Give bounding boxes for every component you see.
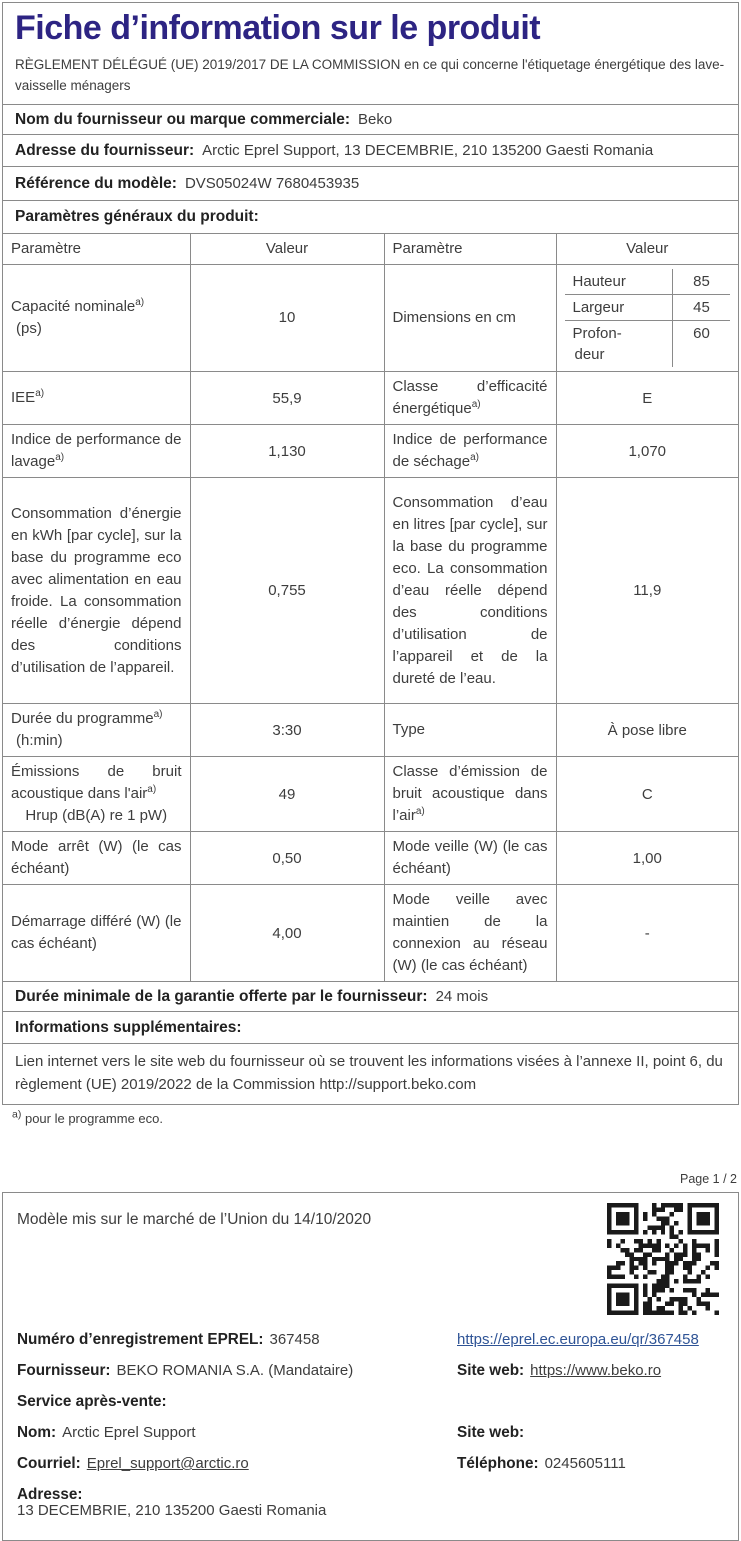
dimensions-subtable bbox=[565, 269, 731, 368]
iee-value: 55,9 bbox=[190, 372, 384, 425]
eprel-number-row bbox=[17, 1331, 724, 1349]
washing-index-param: Indice de performance de lavage$^{a)}$ bbox=[3, 425, 190, 478]
noise-class-value: C bbox=[556, 757, 738, 832]
table-row-performance-indices bbox=[3, 425, 738, 478]
supplier-website-link[interactable]: https://www.beko.ro bbox=[530, 1362, 662, 1379]
drying-index-value: 1,070 bbox=[556, 425, 738, 478]
supplier-address-label: Adresse du fournisseur: bbox=[15, 141, 195, 159]
market-date-and-qr-row bbox=[17, 1203, 724, 1315]
delayed-start-param: Démarrage différé (W) (le cas échéant) bbox=[3, 885, 190, 982]
table-row-consumption bbox=[3, 478, 738, 704]
eprel-registration-card bbox=[2, 1192, 739, 1541]
energy-class-value: E bbox=[556, 372, 738, 425]
delayed-start-value: 4,00 bbox=[190, 885, 384, 982]
off-mode-value: 0,50 bbox=[190, 832, 384, 885]
table-row-off-standby bbox=[3, 832, 738, 885]
email-label: Courriel: bbox=[17, 1455, 81, 1472]
address-value: 13 DECEMBRIE, 210 135200 Gaesti Romania bbox=[17, 1502, 327, 1519]
footnote-eco-program bbox=[12, 1108, 729, 1126]
supplier-website-note: Lien internet vers le site web du fournisseur où se trouvent les informations visées à l’annexe II, point 6, du règlement (UE) 2019/2022 de la Commission http://support.beko.com bbox=[15, 1053, 723, 1093]
supplier-name-label: Nom du fournisseur ou marque commerciale: bbox=[15, 110, 351, 128]
hauteur-label: Hauteur bbox=[565, 269, 673, 295]
supplier-name-value: Beko bbox=[358, 111, 393, 128]
model-reference-row bbox=[3, 167, 738, 201]
service-name-row bbox=[17, 1424, 724, 1442]
additional-info-header-row bbox=[3, 1012, 738, 1044]
email-phone-row bbox=[17, 1455, 724, 1473]
supplier-name-row bbox=[3, 105, 738, 135]
supplier-row bbox=[17, 1362, 724, 1380]
table-row-duration-type bbox=[3, 704, 738, 757]
water-consumption-value: 11,9 bbox=[556, 478, 738, 704]
energy-consumption-value: 0,755 bbox=[190, 478, 384, 704]
table-row-noise bbox=[3, 757, 738, 832]
capacity-param: Capacité nominale$^{a)}$ (ps) bbox=[3, 264, 190, 372]
service-name-value: Arctic Eprel Support bbox=[62, 1424, 196, 1441]
table-row-capacity-dimensions bbox=[3, 264, 738, 372]
table-row-delayed-start bbox=[3, 885, 738, 982]
col-header-parametre-2: Paramètre bbox=[384, 234, 556, 264]
table-header-row bbox=[3, 234, 738, 264]
eprel-number-value: 367458 bbox=[269, 1331, 320, 1348]
email bbox=[17, 1455, 457, 1473]
parameters-table bbox=[3, 234, 738, 982]
phone-value: 0245605111 bbox=[544, 1455, 626, 1472]
hauteur-value: 85 bbox=[673, 269, 731, 295]
noise-emission-param: Émissions de bruit acoustique dans l'air$^{a)}$ Hrup (dB(A) re 1 pW) bbox=[3, 757, 190, 832]
program-duration-value: 3:30 bbox=[190, 704, 384, 757]
service-website-label: Site web: bbox=[457, 1424, 525, 1441]
contact-details bbox=[17, 1331, 724, 1519]
after-sales-header-row bbox=[17, 1393, 724, 1411]
largeur-value: 45 bbox=[673, 295, 731, 321]
dimensions-param: Dimensions en cm bbox=[384, 264, 556, 372]
col-header-valeur-1: Valeur bbox=[190, 234, 384, 264]
title-block bbox=[3, 3, 738, 105]
table-row-iee-energy-class bbox=[3, 372, 738, 425]
dimension-row-profondeur bbox=[565, 321, 731, 368]
networked-standby-value: - bbox=[556, 885, 738, 982]
noise-class-param: Classe d’émission de bruit acoustique dans l’air$^{a)}$ bbox=[384, 757, 556, 832]
col-header-parametre-1: Paramètre bbox=[3, 234, 190, 264]
address-label: Adresse: bbox=[17, 1486, 83, 1503]
general-parameters-header-row bbox=[3, 201, 738, 234]
dimension-row-hauteur bbox=[565, 269, 731, 295]
capacity-value: 10 bbox=[190, 264, 384, 372]
water-consumption-param: Consommation d’eau en litres [par cycle], sur la base du programme eco. La consommation d’eau réelle dépend des conditions d’utilisation de l’appareil et de la dureté de l’eau. bbox=[384, 478, 556, 704]
service-name bbox=[17, 1424, 457, 1442]
drying-index-param: Indice de performance de séchage$^{a)}$ bbox=[384, 425, 556, 478]
energy-consumption-param: Consommation d’énergie en kWh [par cycle], sur la base du programme eco avec alimentation en eau froide. La consommation réelle d’énergie dépend des conditions d’utilisation de l’appareil. bbox=[3, 478, 190, 704]
type-value: À pose libre bbox=[556, 704, 738, 757]
additional-info-label: Informations supplémentaires: bbox=[15, 1018, 242, 1036]
warranty-label: Durée minimale de la garantie offerte par le fournisseur: bbox=[15, 987, 428, 1005]
product-fiche-card bbox=[2, 2, 739, 1105]
service-name-label: Nom: bbox=[17, 1424, 57, 1441]
after-sales-label: Service après-vente: bbox=[17, 1393, 167, 1410]
eprel-number bbox=[17, 1331, 457, 1349]
supplier-label: Fournisseur: bbox=[17, 1362, 111, 1379]
noise-emission-value: 49 bbox=[190, 757, 384, 832]
dimension-row-largeur bbox=[565, 295, 731, 321]
eprel-number-label: Numéro d’enregistrement EPREL: bbox=[17, 1331, 264, 1348]
washing-index-value: 1,130 bbox=[190, 425, 384, 478]
networked-standby-param: Mode veille avec maintien de la connexion au réseau (W) (le cas échéant) bbox=[384, 885, 556, 982]
eprel-qr-link[interactable]: https://eprel.ec.europa.eu/qr/367458 bbox=[457, 1331, 699, 1348]
supplier bbox=[17, 1362, 457, 1380]
standby-mode-value: 1,00 bbox=[556, 832, 738, 885]
type-param: Type bbox=[384, 704, 556, 757]
largeur-label: Largeur bbox=[565, 295, 673, 321]
program-duration-param: Durée du programme$^{a)}$ (h:min) bbox=[3, 704, 190, 757]
market-date-line: Modèle mis sur le marché de l’Union du 14/10/2020 bbox=[17, 1211, 372, 1228]
profondeur-label: Profon- deur bbox=[565, 321, 673, 368]
dimensions-value-cell bbox=[556, 264, 738, 372]
page-indicator: Page 1 / 2 bbox=[680, 1172, 737, 1186]
email-link[interactable]: Eprel_support@arctic.ro bbox=[86, 1455, 249, 1472]
footnote-text: pour le programme eco. bbox=[24, 1111, 163, 1126]
model-reference-label: Référence du modèle: bbox=[15, 174, 177, 192]
supplier-address-row bbox=[3, 135, 738, 167]
col-header-valeur-2: Valeur bbox=[556, 234, 738, 264]
iee-param: IEE$^{a)}$ bbox=[3, 372, 190, 425]
page-title: Fiche d’information sur le produit bbox=[15, 9, 541, 47]
energy-class-param: Classe d’efficacité énergétique$^{a)}$ bbox=[384, 372, 556, 425]
supplier-address-value: Arctic Eprel Support, 13 DECEMBRIE, 210 135200 Gaesti Romania bbox=[202, 142, 654, 159]
supplier-value: BEKO ROMANIA S.A. (Mandataire) bbox=[116, 1362, 354, 1379]
model-reference-value: DVS05024W 7680453935 bbox=[184, 175, 360, 192]
qr-code bbox=[607, 1203, 719, 1315]
standby-mode-param: Mode veille (W) (le cas échéant) bbox=[384, 832, 556, 885]
profondeur-value: 60 bbox=[693, 325, 710, 342]
off-mode-param: Mode arrêt (W) (le cas échéant) bbox=[3, 832, 190, 885]
footnote-marker: a) bbox=[12, 1108, 22, 1121]
regulation-subtitle: RÈGLEMENT DÉLÉGUÉ (UE) 2019/2017 DE LA COMMISSION en ce qui concerne l'étiquetage énergétique des lave-vaisselle ménagers bbox=[15, 57, 725, 93]
general-parameters-label: Paramètres généraux du produit: bbox=[15, 208, 259, 225]
warranty-row bbox=[3, 982, 738, 1012]
warranty-value: 24 mois bbox=[435, 988, 489, 1005]
website-label: Site web: bbox=[457, 1362, 525, 1379]
phone-label: Téléphone: bbox=[457, 1455, 539, 1472]
